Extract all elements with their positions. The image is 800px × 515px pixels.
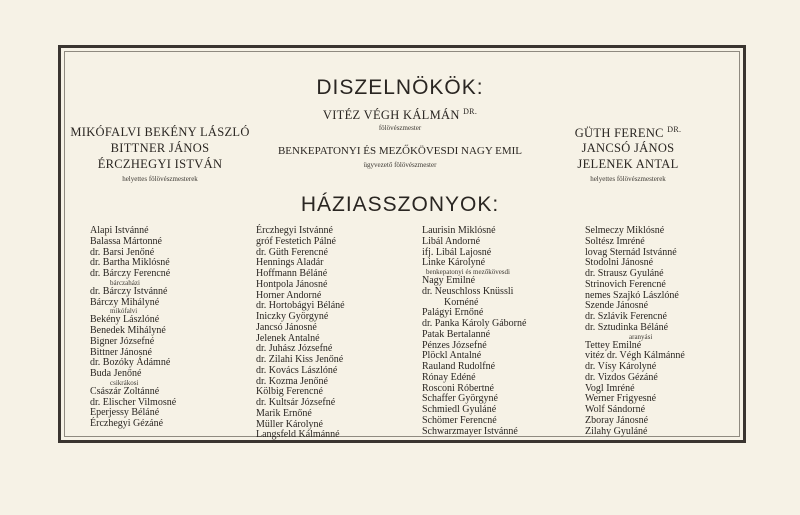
center-patron-title: fölövészmester [378, 124, 422, 132]
hostess-name: dr. Strausz Gyuláné [585, 268, 664, 279]
hostess-name: dr. Güth Ferencné [256, 246, 328, 258]
hostess-name: Rosconi Róbertné [422, 382, 494, 394]
hostess-name: Zilahy Gyuláné [585, 425, 648, 437]
hostess-name: Eperjessy Béláné [90, 407, 160, 419]
hostess-name: Szende Jánosné [585, 300, 649, 312]
hostess-name: Rauland Rudolfné [422, 361, 496, 372]
hostess-name: Tettey Emilné [585, 339, 642, 351]
hostess-name-prefix: bárczaházi [110, 278, 140, 287]
hostess-name: Vogl Imréné [585, 382, 635, 394]
right-patron-1: GÜTH FERENC $^{DR.}$ [574, 125, 682, 141]
hostess-name: Hoffmann Béláné [256, 268, 328, 279]
hostess-name: Marik Ernőné [256, 407, 312, 419]
haziasszonyok-heading: HÁZIASSZONYOK: [300, 193, 500, 216]
hostess-name: Stodolni Jánosné [585, 257, 654, 269]
hostess-name: dr. Kovács Lászlóné [256, 364, 338, 376]
hostess-name: dr. Elischer Vilmosné [90, 396, 177, 408]
right-patron-3: JELENEK ANTAL [577, 157, 679, 171]
center-patron-name: VITÉZ VÉGH KÁLMÁN $^{DR.}$ [322, 107, 478, 123]
right-patron-2: JANCSÓ JÁNOS [581, 141, 675, 155]
hostess-name: Zboray Jánosné [585, 414, 649, 426]
hostess-name: Plöckl Antalné [422, 350, 482, 362]
left-patron-2: BITTNER JÁNOS [110, 141, 210, 155]
hostess-name: Pénzes Józsefné [422, 339, 487, 351]
hostess-name: Bigner Józsefné [90, 335, 155, 347]
hostess-name: nemes Szajkó Lászlóné [585, 289, 679, 301]
hostess-name: Érczhegyi Istvánné [256, 225, 333, 236]
hostess-name: ifj. Libál Lajosné [422, 246, 492, 258]
hostess-name: dr. Zilahi Kiss Jenőné [256, 354, 344, 365]
hostess-name: Kornéné [444, 296, 479, 308]
hostess-name-prefix: aranyási [629, 332, 653, 341]
hostess-name: Langsfeld Kálmánné [256, 429, 340, 441]
left-patron-title: helyettes fölövészmesterek [122, 175, 198, 183]
hostess-name: dr. Sztudinka Béláné [585, 321, 669, 333]
hostess-name: Jancsó Jánosné [256, 321, 317, 333]
hostess-name: dr. Vizdos Gézáné [585, 371, 658, 383]
hostess-name: Libál Andorné [422, 235, 481, 247]
hostess-column-4 [585, 226, 685, 437]
hostess-name: Bárczy Mihályné [90, 296, 160, 308]
hostess-name: Buda Jenőné [90, 368, 142, 379]
hostess-name: Alapi Istvánné [90, 225, 149, 236]
hostess-name: Palágyi Ernőné [422, 307, 484, 319]
hostess-name: Hontpola Jánosné [256, 278, 328, 290]
hostess-name: Jelenek Antalné [256, 332, 320, 344]
hostess-name: dr. Vísy Károlyné [585, 361, 657, 372]
hostess-name-prefix: benkepatonyi és mezőkövesdi [426, 268, 510, 276]
hostess-name: dr. Juhász Józsefné [256, 343, 333, 355]
second-patron-name: BENKEPATONYI ÉS MEZŐKÖVESDI NAGY EMIL [277, 145, 523, 157]
hostess-name: Hennings Aladár [256, 257, 324, 269]
hostess-name: Benedek Mihályné [90, 325, 166, 336]
left-patron-3: ÉRCZHEGYI ISTVÁN [97, 157, 223, 171]
hostess-name: dr. Neuschloss Knüssli [422, 285, 514, 297]
hostess-name: dr. Bartha Miklósné [90, 257, 170, 269]
hostess-name: dr. Szlávik Ferencné [585, 311, 667, 322]
hostess-name: dr. Bárczy Ferencné [90, 268, 171, 279]
hostess-name: lovag Sternád Istvánné [585, 246, 677, 258]
hostess-name: Horner Andorné [256, 289, 322, 301]
hostess-name: Wolf Sándorné [585, 404, 646, 415]
hostess-name: dr. Bárczy Istvánné [90, 285, 168, 297]
hostess-name: dr. Kultsár Józsefné [256, 397, 336, 408]
hostess-name: Iniczky Györgyné [256, 311, 329, 322]
hostess-name: Schwarzmayer Istvánné [422, 425, 518, 437]
hostess-name: Balassa Mártonné [90, 235, 162, 247]
hostess-name: Schmiedl Gyuláné [422, 404, 497, 415]
hostess-name: Soltész Imréné [585, 235, 645, 247]
hostess-column-3 [422, 226, 526, 437]
hostess-name: dr. Kozma Jenőné [256, 375, 328, 387]
hostess-name: Strinovich Ferencné [585, 278, 666, 290]
hostess-name: Schömer Ferencné [422, 414, 497, 426]
hostess-name: dr. Panka Károly Gáborné [422, 318, 527, 329]
right-patron-title: helyettes fölövészmesterek [590, 175, 666, 183]
hostess-name: Rónay Edéné [422, 371, 476, 383]
hostess-name-prefix: csikrákosi [110, 378, 139, 387]
hostess-name: Selmeczy Miklósné [585, 225, 665, 236]
hostess-column-1 [90, 226, 176, 430]
hostess-name: dr. Hortobágyi Béláné [256, 300, 345, 312]
left-patron-1: MIKÓFALVI BEKÉNY LÁSZLÓ [70, 125, 250, 139]
hostess-name: vitéz dr. Végh Kálmánné [585, 350, 685, 362]
hostess-name: Nagy Emilné [422, 275, 476, 286]
hostess-name: Patak Bertalanné [422, 328, 491, 340]
hostess-name: Werner Frigyesné [585, 393, 657, 405]
second-patron-title: ügyvezető fölövészmester [363, 161, 437, 169]
hostess-name: dr. Bozóky Ádámné [90, 357, 171, 369]
hostess-name: Linke Károlyné [422, 257, 486, 269]
hostess-name: Császár Zoltánné [90, 385, 160, 397]
hostess-name: dr. Barsi Jenőné [90, 246, 155, 258]
hostess-column-2 [256, 226, 345, 441]
hostess-name: Bekény Lászlóné [90, 314, 160, 326]
hostess-name: Schaffer Györgyné [422, 393, 498, 405]
hostess-name: Kölbig Ferencné [256, 386, 323, 398]
hostess-name: gróf Festetich Pálné [256, 235, 336, 247]
diszelnokok-heading: DISZELNÖKÖK: [316, 76, 484, 99]
hostess-name: Laurisin Miklósné [422, 225, 496, 236]
hostess-name: Érczhegyi Gézáné [90, 418, 164, 429]
hostess-name: Bittner Jánosné [90, 346, 152, 358]
hostess-name-prefix: mikófalvi [110, 307, 138, 316]
hostess-name: Müller Károlyné [256, 418, 323, 430]
